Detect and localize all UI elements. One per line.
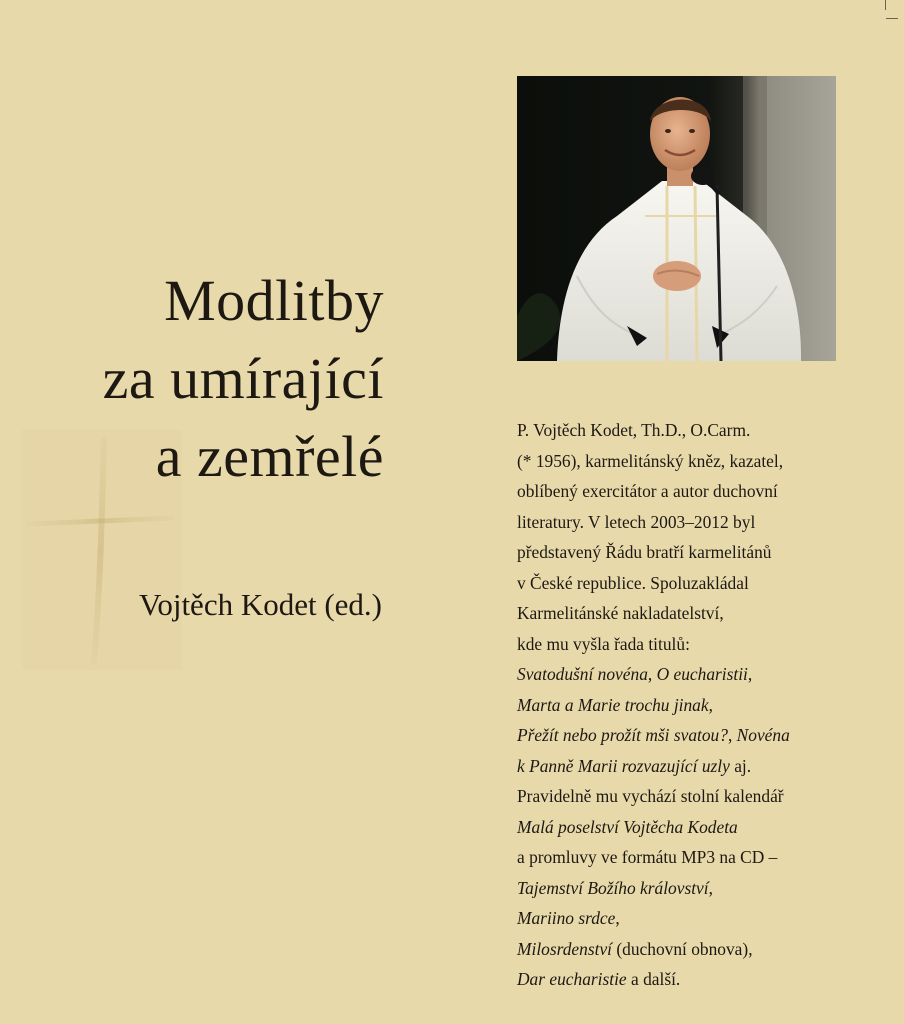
priest-portrait-image bbox=[517, 76, 836, 361]
book-title-prezit-nebo-prozit: Přežít nebo prožít mši svatou? bbox=[517, 725, 728, 745]
book-title bbox=[103, 262, 384, 496]
bio-line: kde mu vyšla řada titulů: bbox=[517, 633, 690, 654]
bio-line: P. Vojtěch Kodet, Th.D., O.Carm. bbox=[517, 420, 751, 440]
bio-line: Pravidelně mu vychází stolní kalendář bbox=[517, 786, 784, 806]
cd-title-milosrdenstvi: Milosrdenství bbox=[517, 938, 612, 959]
bio-line-titles: Dar eucharistie a další. bbox=[517, 969, 681, 989]
bio-line: oblíbený exercitátor a autor duchovní bbox=[517, 481, 778, 501]
bio-line-titles: Svatodušní novéna, O eucharistii, bbox=[517, 664, 753, 684]
title-line-2: za umírající bbox=[102, 346, 384, 411]
bio-line: (* 1956), karmelitánský kněz, kazatel, bbox=[517, 450, 784, 471]
bio-line: a promluvy ve formátu MP3 na CD – bbox=[517, 847, 778, 867]
bio-line: v České republice. Spoluzakládal bbox=[517, 572, 749, 593]
crop-mark bbox=[885, 0, 886, 10]
bio-line: představený Řádu bratří karmelitánů bbox=[517, 542, 772, 562]
book-title-svatodusni-novena: Svatodušní novéna bbox=[517, 664, 648, 684]
bio-line-titles: Tajemství Božího království, bbox=[517, 877, 713, 898]
author-photo bbox=[517, 76, 836, 361]
book-title-k-panne-marii: k Panně Marii rozvazující uzly bbox=[517, 755, 730, 776]
bio-line-titles: k Panně Marii rozvazující uzly aj. bbox=[517, 755, 752, 776]
book-title-o-eucharistii: O eucharistii bbox=[656, 664, 748, 684]
author-name: Vojtěch Kodet (ed.) bbox=[138, 587, 382, 622]
cd-title-dar-eucharistie: Dar eucharistie bbox=[517, 969, 627, 989]
bio-line: literatury. V letech 2003–2012 byl bbox=[517, 511, 756, 532]
title-line-3: a zemřelé bbox=[155, 424, 384, 489]
bio-line-titles: Milosrdenství (duchovní obnova), bbox=[517, 938, 753, 959]
bio-line-titles: Přežít nebo prožít mši svatou?, Novéna bbox=[517, 725, 790, 745]
bio-line-titles: Marta a Marie trochu jinak, bbox=[517, 694, 713, 715]
author-biography bbox=[517, 415, 847, 995]
calendar-title: Malá poselství Vojtěcha Kodeta bbox=[517, 816, 738, 837]
title-line-1: Modlitby bbox=[164, 268, 384, 333]
bio-line: Karmelitánské nakladatelství, bbox=[517, 603, 724, 623]
book-title-novena: Novéna bbox=[736, 725, 790, 745]
cd-title-tajemstvi: Tajemství Božího království bbox=[517, 877, 709, 898]
crop-mark-horizontal bbox=[886, 18, 898, 19]
book-title-marta-a-marie: Marta a Marie trochu jinak bbox=[517, 694, 709, 715]
bio-line-titles: Mariino srdce, bbox=[517, 908, 620, 928]
cd-title-mariino-srdce: Mariino srdce bbox=[517, 908, 616, 928]
bio-line-titles bbox=[517, 812, 847, 843]
